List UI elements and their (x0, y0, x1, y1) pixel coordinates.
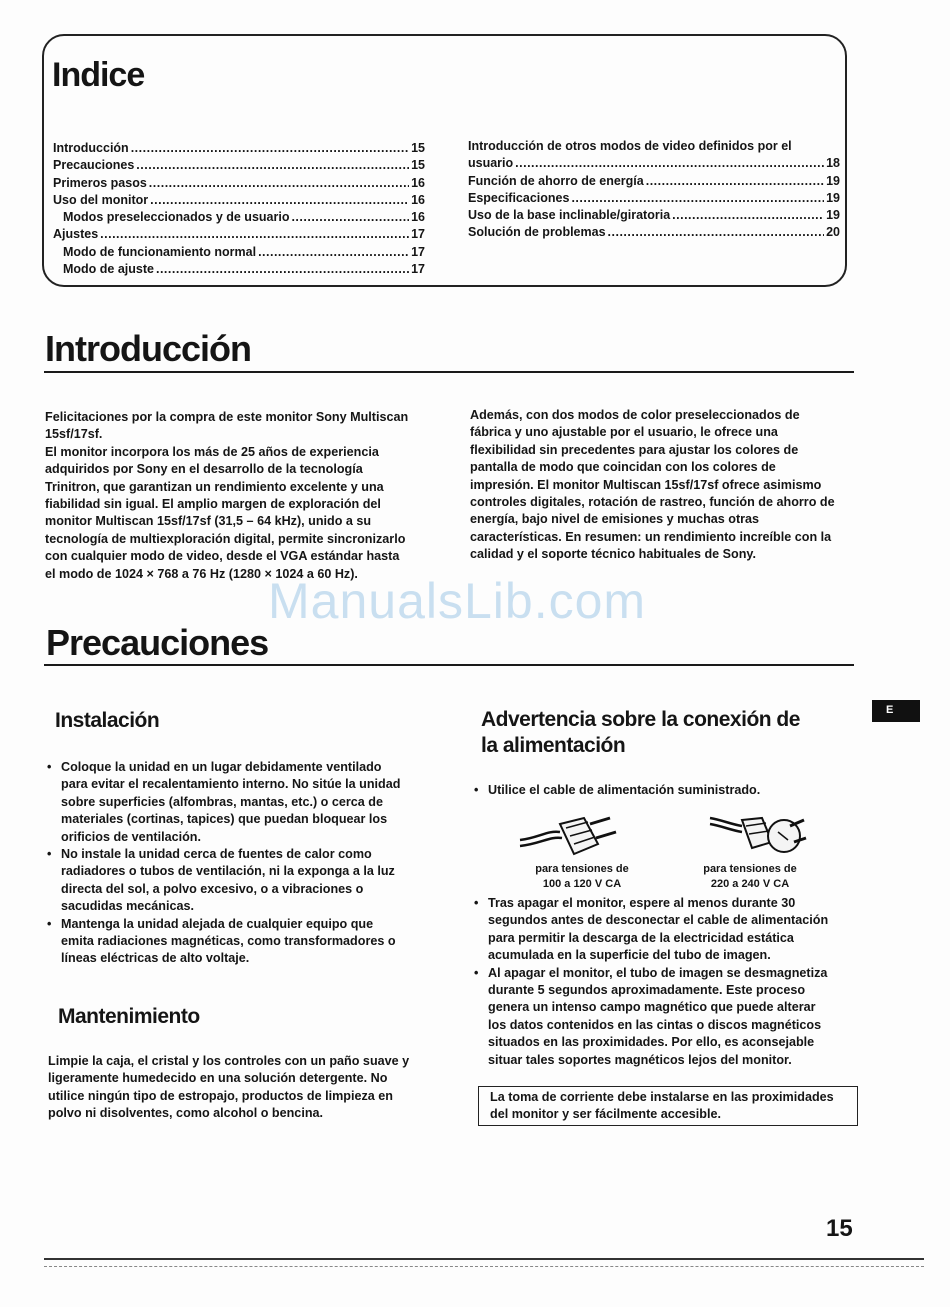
intro-right-text: Además, con dos modos de color preseleccionados de fábrica y uno ajustable por el usuario, le ofrece una flexibilidad sin precedentes para ajustar los colores de pantalla de modo que coincidan con los colores de impresión. El monitor Multiscan 15sf/17sf ofrece asimismo controles digitales, rotación de rastreo, función de ahorro de energía, bajo nivel de emisiones y muchas otras características. En resumen: un rendimiento increíble con la calidad y el soporte técnico habituales de Sony. (470, 408, 835, 562)
toc-entry[interactable]: Función de ahorro de energía ..... 19 (468, 173, 840, 190)
instalacion-list (47, 759, 447, 968)
toc-entry[interactable]: Modo de funcionamiento normal ..... 17 (53, 244, 425, 261)
toc-entry[interactable]: Uso de la base inclinable/giratoria ..... 19 (468, 207, 840, 224)
footer-rule (44, 1258, 924, 1260)
toc-entry[interactable]: Uso del monitor ..... 16 (53, 192, 425, 209)
page-number: 15 (826, 1215, 853, 1242)
toc-entry[interactable]: usuario ..... 18 (468, 155, 840, 172)
list-item: • Al apagar el monitor, el tubo de imagen se desmagnetiza durante 5 segundos aproximadamente. Este proceso genera un intenso campo magnético que puede alterar los datos contenidos en las cintas o discos magnéticos situados en las proximidades. Por ello, es aconsejable situar tales soportes magnéticos lejos del monitor. (474, 965, 864, 1069)
intro-heading: Introducción (45, 328, 251, 369)
advertencia-heading: Advertencia sobre la conexión de la alimentación (481, 708, 800, 757)
footer-scan-noise (44, 1266, 924, 1268)
list-item: • Mantenga la unidad alejada de cualquier equipo que emita radiaciones magnéticas, como transformadores o líneas eléctricas de alto voltaje. (47, 916, 447, 968)
toc-entry[interactable]: Introducción ..... 15 (53, 140, 425, 157)
advertencia-list (474, 895, 864, 1069)
index-title: Indice (52, 56, 145, 94)
mantenimiento-text: Limpie la caja, el cristal y los controles con un paño suave y ligeramente humedecido en una solución detergente. No utilice ningún tipo de estropajo, productos de limpieza en polvo ni disolventes, como alcohol o bencina. (48, 1054, 410, 1121)
power-outlet-note: La toma de corriente debe instalarse en las proximidades del monitor y ser fácilmente accesible. (478, 1086, 858, 1126)
advertencia-first-bullet (474, 782, 864, 799)
intro-left-text: Felicitaciones por la compra de este monitor Sony Multiscan 15sf/17sf. El monitor incorpora los más de 25 años de experiencia adquiridos por Sony en el desarrollo de la tecnología Trinitron, que garantizan un rendimiento excelente y una fiabilidad sin igual. El amplio margen de exploración del monitor Multiscan 15sf/17sf (31,5 – 64 kHz), unido a su tecnología de multiexploración digital, permite sincronizarlo con cualquier modo de video, desde el VGA estándar hasta el modo de 1024 × 768 a 76 Hz (1280 × 1024 a 60 Hz). (45, 410, 409, 581)
plug-eu-caption: para tensiones de 220 a 240 V CA (703, 863, 797, 890)
watermark: ManualsLib.com (268, 573, 647, 629)
toc-left (53, 140, 425, 278)
plug-us-icon (518, 810, 618, 862)
toc-right (468, 138, 840, 242)
toc-entry[interactable]: Modo de ajuste ..... 17 (53, 261, 425, 278)
toc-entry[interactable]: Especificaciones ..... 19 (468, 190, 840, 207)
list-item: • No instale la unidad cerca de fuentes de calor como radiadores o tubos de ventilación, ni la exponga a la luz directa del sol, a polvo excesivo, o a vibraciones o sacudidas mecánicas. (47, 846, 447, 916)
toc-entry-line[interactable]: Introducción de otros modos de video definidos por el (468, 139, 792, 153)
plug-us-caption: para tensiones de 100 a 120 V CA (535, 863, 629, 890)
toc-entry[interactable]: Solución de problemas ..... 20 (468, 224, 840, 241)
toc-entry[interactable]: Precauciones ..... 15 (53, 157, 425, 174)
mantenimiento-heading: Mantenimiento (58, 1005, 200, 1028)
intro-rule (44, 371, 854, 373)
instalacion-heading: Instalación (55, 709, 160, 732)
plug-eu-icon (708, 806, 808, 862)
list-item: • Coloque la unidad en un lugar debidamente ventilado para evitar el recalentamiento interno. No sitúe la unidad sobre superficies (alfombras, mantas, etc.) o cerca de materiales (cortinas, tapices) que puedan bloquear los orificios de ventilación. (47, 759, 447, 846)
list-item: • Tras apagar el monitor, espere al menos durante 30 segundos antes de desconectar el cable de alimentación para permitir la descarga de la electricidad estática acumulada en la superficie del tubo de imagen. (474, 895, 864, 965)
language-badge: E (872, 700, 920, 722)
toc-entry[interactable]: Ajustes ..... 17 (53, 226, 425, 243)
precauciones-rule (44, 664, 854, 666)
toc-entry[interactable]: Primeros pasos ..... 16 (53, 175, 425, 192)
toc-entry[interactable]: Modos preseleccionados y de usuario ..... 16 (53, 209, 425, 226)
precauciones-heading: Precauciones (46, 622, 269, 663)
list-item: • Utilice el cable de alimentación suministrado. (474, 782, 864, 799)
